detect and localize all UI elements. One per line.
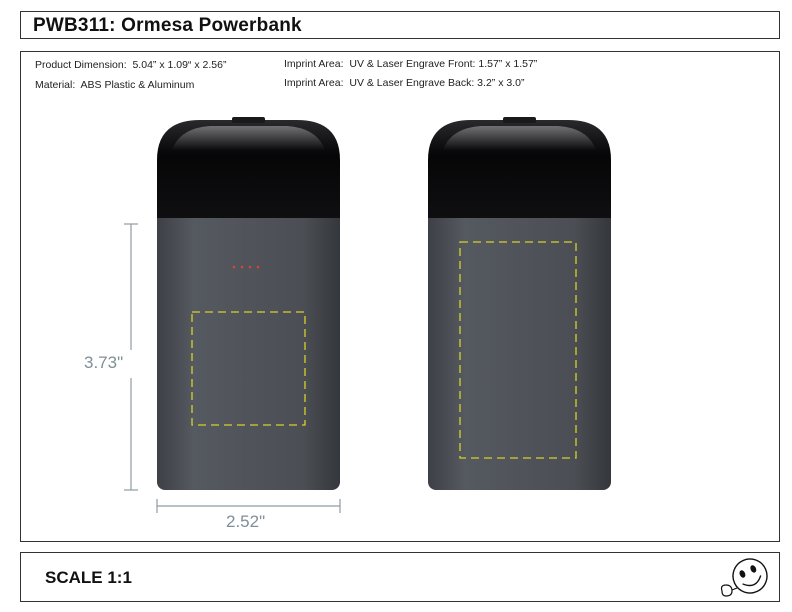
back-body <box>428 200 611 490</box>
width-dimension-line <box>157 499 340 513</box>
product-dimension-label: Product Dimension: <box>35 59 127 71</box>
imprint-front-label: Imprint Area: <box>284 58 344 70</box>
scale-label: SCALE 1:1 <box>45 568 132 587</box>
page-title: PWB311: Ormesa Powerbank <box>33 15 302 36</box>
material-label: Material: <box>35 79 76 91</box>
front-body <box>157 200 340 490</box>
height-dimension-line <box>124 224 138 490</box>
imprint-back-value: UV & Laser Engrave Back: 3.2” x 3.0” <box>349 77 525 89</box>
imprint-back-label: Imprint Area: <box>284 77 344 89</box>
front-port <box>232 117 265 123</box>
footer-bar <box>20 552 780 602</box>
powerbank-front <box>157 117 340 490</box>
back-port <box>503 117 536 123</box>
front-cap-shine <box>172 126 325 150</box>
height-dimension-label: 3.73" <box>84 353 124 372</box>
material-value: ABS Plastic & Aluminum <box>80 79 195 91</box>
imprint-front-value: UV & Laser Engrave Front: 1.57” x 1.57” <box>349 58 538 70</box>
back-cap-shine <box>443 126 596 150</box>
powerbank-back <box>428 117 611 490</box>
width-dimension-label: 2.52" <box>226 512 266 531</box>
product-dimension-value: 5.04” x 1.09“ x 2.56” <box>132 59 227 71</box>
